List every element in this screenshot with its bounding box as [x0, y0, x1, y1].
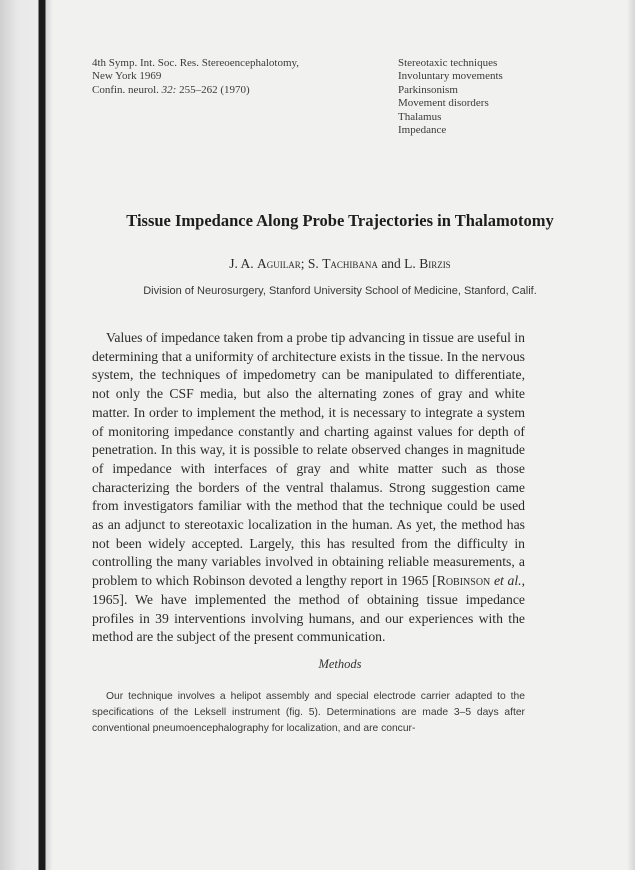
author-affiliation: Division of Neurosurgery, Stanford University School of Medicine, Stanford, Calif. — [143, 285, 537, 297]
article-title: Tissue Impedance Along Probe Trajectories in Thalamotomy — [126, 211, 554, 230]
author-separator: and L. — [377, 256, 420, 271]
keyword-item: Involuntary movements — [398, 70, 503, 83]
intro-text-end: . We have implemented the method of obtaining tissue impedance profiles in 39 interventions involving humans, and our experiences with the method are the subject of the present communication. — [92, 591, 525, 645]
citation-author: Robinson — [436, 573, 491, 589]
author-list — [60, 256, 620, 272]
author-surname: Aguilar — [257, 256, 301, 271]
book-spine-shadow — [0, 0, 52, 870]
citation-header — [92, 57, 372, 97]
keyword-item: Impedance — [398, 124, 447, 137]
introduction-section — [92, 329, 525, 647]
journal-pages: 255–262 (1970) — [176, 83, 250, 96]
methods-section — [92, 689, 525, 736]
page-edge-shadow — [627, 0, 635, 870]
keyword-item: Movement disorders — [398, 97, 489, 110]
journal-volume: 32: — [161, 83, 177, 96]
citation-etal: et al. — [490, 573, 522, 589]
journal-name: Confin. neurol. — [92, 83, 162, 96]
keywords-list — [398, 57, 598, 137]
keyword-item: Parkinsonism — [398, 83, 458, 96]
author-initials: J. A. — [229, 256, 258, 271]
author-surname: Tachibana — [322, 256, 378, 271]
symposium-line: 4th Symp. Int. Soc. Res. Stereoencephalotomy, — [92, 57, 300, 69]
author-surname: Birzis — [419, 256, 451, 271]
location-year-line: New York 1969 — [92, 70, 162, 83]
keyword-item: Thalamus — [398, 110, 442, 123]
introduction-paragraph — [92, 329, 525, 647]
methods-paragraph: Our technique involves a helipot assembly and special electrode carrier adapted to the specifications of the Leksell instrument (fig. 5). Determinations are made 3–5 days after conventional pneumoencephalography for localization, and are concur- — [92, 691, 525, 734]
methods-heading: Methods — [318, 657, 362, 671]
citation-year: , 1965] — [92, 573, 525, 607]
intro-text: Values of impedance taken from a probe tip advancing in tissue are useful in determining that a uniformity of architecture exists in the tissue. In the nervous system, the techniques of impedometry can be manipulated to differentiate, not only the CSF media, but also the alternating zones of gray and white matter. In order to implement the method, it is necessary to integrate a system of monitoring impedance constantly and charting against values for depth of penetration. In this way, it is possible to relate observed changes in magnitude of impedance with interfaces of gray and white matter such as those characterizing the borders of the ventral thalamus. Strong suggestion came from investigators familiar with the method that the technique could be used as an adjunct to stereotaxic localization in the human. As yet, the method has not been widely accepted. Largely, this has resulted from the difficulty in controlling the many variables involved in obtaining reliable measurements, a problem to which Robinson devoted a lengthy report in 1965 [ — [92, 330, 525, 589]
keyword-item: Stereotaxic techniques — [398, 57, 498, 69]
author-separator: ; S. — [300, 256, 323, 271]
journal-citation-line — [92, 84, 372, 97]
